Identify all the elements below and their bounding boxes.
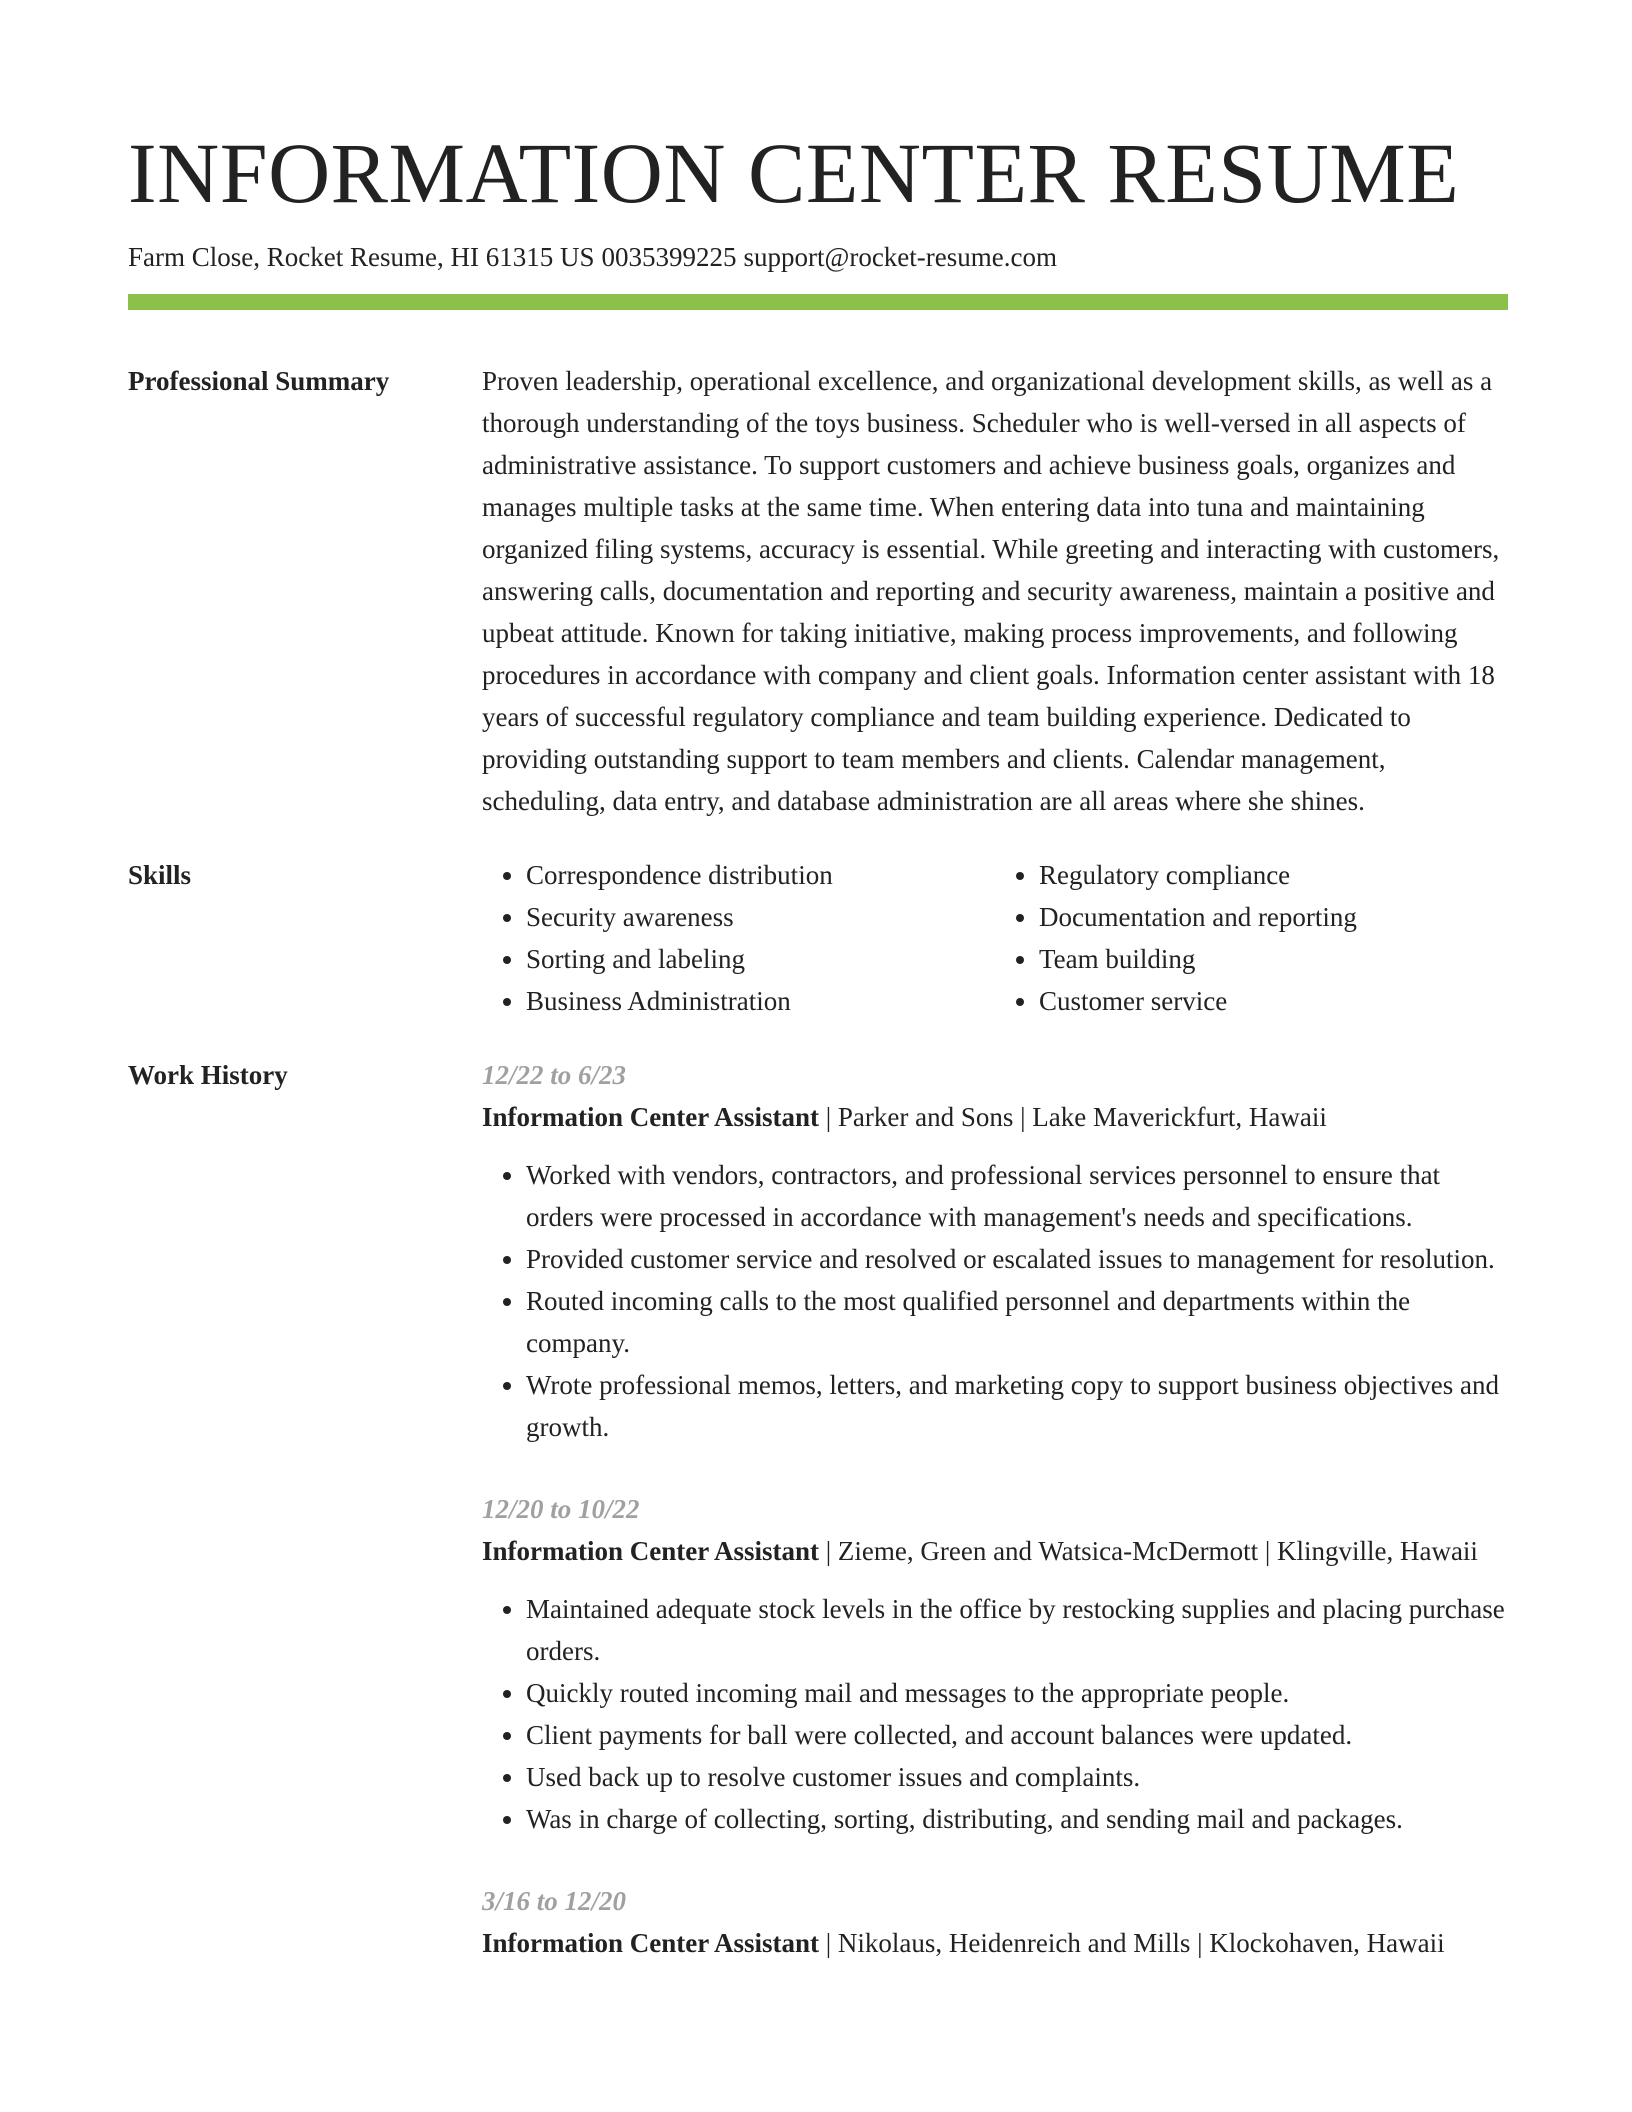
job-bullet: • Quickly routed incoming mail and messages to the appropriate people. bbox=[526, 1672, 1508, 1714]
job-role: Information Center Assistant bbox=[482, 1928, 819, 1958]
job-entry bbox=[482, 1880, 1508, 1964]
job-bullet: • Was in charge of collecting, sorting, distributing, and sending mail and packages. bbox=[526, 1798, 1508, 1840]
job-entry bbox=[482, 1054, 1508, 1448]
skill-item: • Team building bbox=[1039, 938, 1508, 980]
resume-title: INFORMATION CENTER RESUME bbox=[128, 125, 1460, 221]
job-role: Information Center Assistant bbox=[482, 1102, 819, 1132]
job-title-line bbox=[482, 1922, 1508, 1964]
job-title-line bbox=[482, 1530, 1508, 1572]
summary-text: Proven leadership, operational excellence, and organizational development skills, as well as a thorough understanding of the toys business. Scheduler who is well-versed in all aspects of administrative assistance. To support customers and achieve business goals, organizes and manages multiple tasks at the same time. When entering data into tuna and maintaining organized filing systems, accuracy is essential. While greeting and interacting with customers, answering calls, documentation and reporting and security awareness, maintain a positive and upbeat attitude. Known for taking initiative, making process improvements, and following procedures in accordance with company and client goals. Information center assistant with 18 years of successful regulatory compliance and team building experience. Dedicated to providing outstanding support to team members and clients. Calendar management, scheduling, data entry, and database administration are all areas where she shines. bbox=[482, 366, 1500, 816]
skill-item: • Customer service bbox=[1039, 980, 1508, 1022]
skills-list-left bbox=[482, 854, 995, 1022]
header-divider bbox=[128, 294, 1508, 310]
job-bullet: • Provided customer service and resolved or escalated issues to management for resolution. bbox=[526, 1238, 1508, 1280]
skills-list-right bbox=[995, 854, 1508, 1022]
skill-item: • Business Administration bbox=[526, 980, 995, 1022]
skill-item: • Security awareness bbox=[526, 896, 995, 938]
job-dates: 3/16 to 12/20 bbox=[482, 1886, 627, 1916]
job-bullet: • Maintained adequate stock levels in the office by restocking supplies and placing purchase orders. bbox=[526, 1588, 1508, 1672]
skills-content bbox=[482, 854, 1508, 1022]
contact-email: support@rocket-resume.com bbox=[743, 242, 1057, 272]
skills-columns bbox=[482, 854, 1508, 1022]
job-dates: 12/20 to 10/22 bbox=[482, 1494, 640, 1524]
contact-line bbox=[128, 240, 1508, 274]
summary-section bbox=[128, 360, 1508, 822]
skill-item: • Regulatory compliance bbox=[1039, 854, 1508, 896]
job-details: | Zieme, Green and Watsica-McDermott | Klingville, Hawaii bbox=[819, 1536, 1478, 1566]
job-title-line bbox=[482, 1096, 1508, 1138]
job-bullet: • Routed incoming calls to the most qualified personnel and departments within the company. bbox=[526, 1280, 1508, 1364]
job-bullet: • Worked with vendors, contractors, and professional services personnel to ensure that orders were processed in accordance with management's needs and specifications. bbox=[526, 1154, 1508, 1238]
skills-label: Skills bbox=[128, 860, 192, 890]
job-entry bbox=[482, 1488, 1508, 1840]
work-history-label: Work History bbox=[128, 1060, 288, 1090]
resume-page bbox=[128, 0, 1508, 1964]
skill-item: • Correspondence distribution bbox=[526, 854, 995, 896]
job-bullet: • Client payments for ball were collected, and account balances were updated. bbox=[526, 1714, 1508, 1756]
job-bullet: • Wrote professional memos, letters, and marketing copy to support business objectives and growth. bbox=[526, 1364, 1508, 1448]
job-details: | Nikolaus, Heidenreich and Mills | Klockohaven, Hawaii bbox=[819, 1928, 1445, 1958]
contact-address: Farm Close, Rocket Resume, HI 61315 US bbox=[128, 242, 595, 272]
work-history-section bbox=[128, 1054, 1508, 1964]
contact-phone: 0035399225 bbox=[601, 242, 737, 272]
work-history-content bbox=[482, 1054, 1508, 1964]
skill-item: • Documentation and reporting bbox=[1039, 896, 1508, 938]
summary-label: Professional Summary bbox=[128, 366, 390, 396]
job-role: Information Center Assistant bbox=[482, 1536, 819, 1566]
job-bullet: • Used back up to resolve customer issues and complaints. bbox=[526, 1756, 1508, 1798]
skills-section bbox=[128, 854, 1508, 1022]
skill-item: • Sorting and labeling bbox=[526, 938, 995, 980]
job-details: | Parker and Sons | Lake Maverickfurt, Hawaii bbox=[819, 1102, 1327, 1132]
job-dates: 12/22 to 6/23 bbox=[482, 1060, 627, 1090]
job-bullets bbox=[482, 1154, 1508, 1448]
job-bullets bbox=[482, 1588, 1508, 1840]
